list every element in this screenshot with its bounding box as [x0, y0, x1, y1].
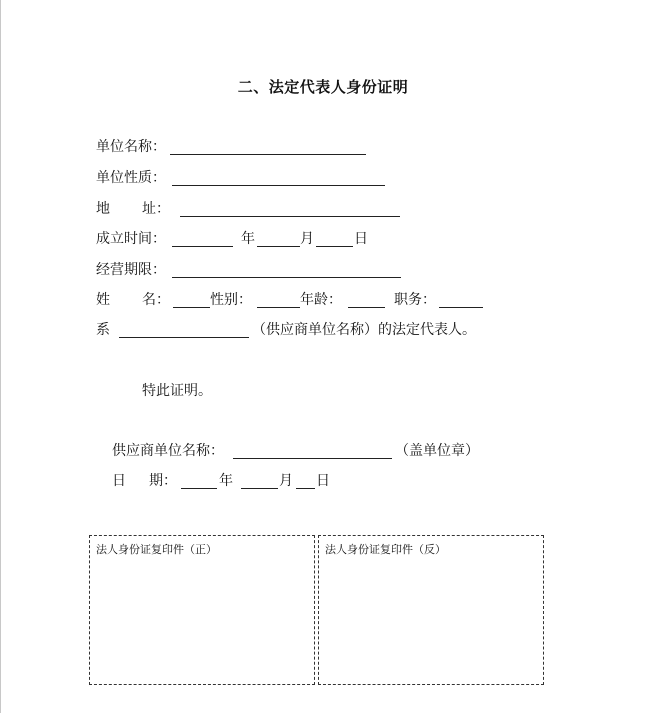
address-row: [96, 199, 406, 219]
business-term-label: 经营期限：: [96, 262, 166, 278]
page-left-border: [0, 0, 1, 713]
unit-name-blank[interactable]: [170, 154, 366, 155]
statement-text: 特此证明。: [142, 383, 212, 399]
age-blank[interactable]: [348, 307, 385, 308]
id-front-label: 法人身份证复印件（正）: [96, 543, 217, 556]
date-row: [112, 471, 352, 491]
id-front-copy-box[interactable]: [89, 535, 315, 685]
stamp-note: （盖单位章）: [395, 443, 479, 459]
name-blank[interactable]: [173, 307, 210, 308]
age-label: 年龄：: [300, 292, 342, 308]
statement-row: [142, 381, 262, 401]
position-label: 职务：: [394, 292, 436, 308]
established-row: [96, 229, 386, 249]
position-blank[interactable]: [439, 307, 483, 308]
date-month-text: 月: [279, 473, 293, 489]
unit-name-label: 单位名称：: [96, 139, 166, 155]
business-term-row: [96, 260, 406, 280]
date-year-text: 年: [219, 473, 233, 489]
unit-name-row: [96, 137, 396, 157]
supplier-name-row: [112, 441, 492, 461]
date-year-blank[interactable]: [181, 488, 217, 489]
id-back-label: 法人身份证复印件（反）: [325, 543, 446, 556]
supplier-name-label: 供应商单位名称：: [112, 443, 224, 459]
id-back-copy-box[interactable]: [318, 535, 544, 685]
date-day-blank[interactable]: [296, 488, 315, 489]
unit-nature-label: 单位性质：: [96, 170, 166, 186]
established-day-blank[interactable]: [316, 246, 353, 247]
gender-blank[interactable]: [257, 307, 300, 308]
date-label-char-2: 期：: [149, 473, 177, 489]
page-title: 二、法定代表人身份证明: [237, 78, 409, 96]
name-label-char-2: 名：: [142, 292, 170, 308]
established-year-text: 年: [241, 231, 255, 247]
business-term-blank[interactable]: [172, 277, 401, 278]
date-day-text: 日: [316, 473, 330, 489]
address-label-char-1: 地: [96, 201, 110, 217]
relation-supplier-blank[interactable]: [119, 337, 249, 338]
unit-nature-row: [96, 168, 396, 188]
relation-row: [96, 320, 516, 340]
date-label-char-1: 日: [112, 473, 126, 489]
gender-label: 性别：: [210, 292, 252, 308]
person-info-row: [96, 290, 496, 310]
relation-label: 系: [96, 322, 110, 338]
established-month-text: 月: [300, 231, 314, 247]
established-day-text: 日: [354, 231, 368, 247]
date-month-blank[interactable]: [241, 488, 278, 489]
established-month-blank[interactable]: [257, 246, 300, 247]
supplier-name-blank[interactable]: [233, 458, 392, 459]
established-label: 成立时间：: [96, 231, 166, 247]
address-label-char-2: 址：: [142, 201, 170, 217]
name-label-char-1: 姓: [96, 292, 110, 308]
established-year-blank[interactable]: [172, 246, 233, 247]
relation-suffix: （供应商单位名称）的法定代表人。: [252, 322, 476, 338]
address-blank[interactable]: [180, 216, 400, 217]
unit-nature-blank[interactable]: [172, 185, 385, 186]
